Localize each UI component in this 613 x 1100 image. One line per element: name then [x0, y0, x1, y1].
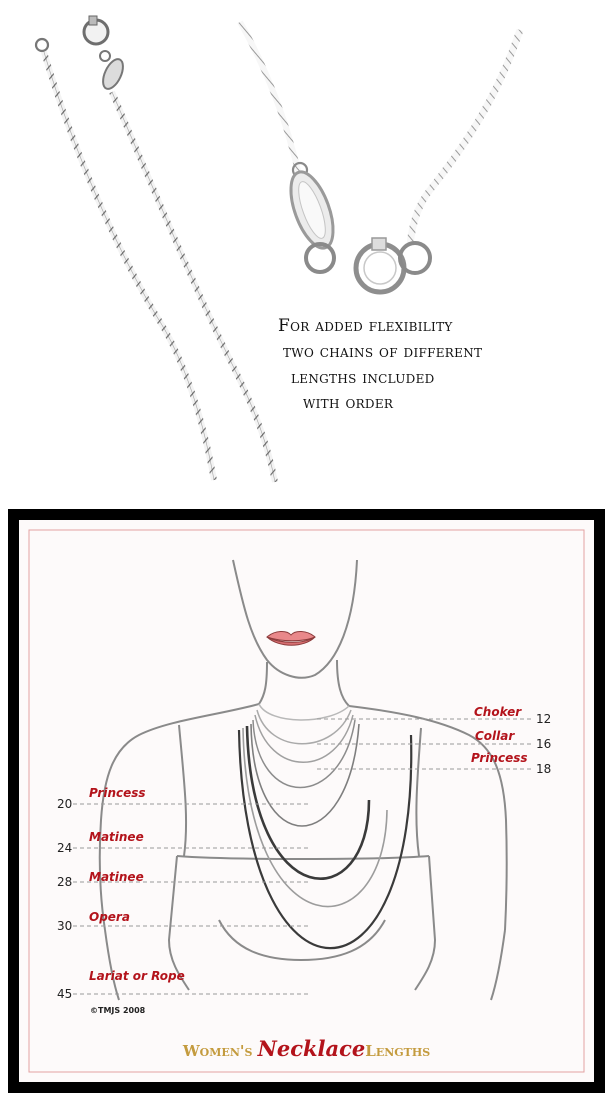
necklace-princess18-curve	[255, 715, 353, 762]
length-30: 30	[57, 919, 73, 933]
necklace-opera-curve	[243, 728, 387, 907]
note-line: two chains of different	[283, 342, 483, 362]
label-lariat-or-rope: Lariat or Rope	[89, 969, 185, 983]
necklace-choker-curve	[259, 704, 349, 720]
guide-lines	[73, 719, 531, 994]
label-choker: Choker	[474, 705, 522, 719]
guide-title	[19, 1036, 594, 1061]
necklace-length-guide	[8, 509, 605, 1093]
figure-outline	[100, 560, 507, 1000]
length-24: 24	[57, 841, 73, 855]
left-end-ring	[36, 39, 48, 51]
label-princess-18: Princess	[471, 751, 528, 765]
label-opera: Opera	[89, 910, 130, 924]
length-20: 20	[57, 797, 73, 811]
title-suffix: Lengths	[365, 1042, 431, 1060]
guide-panel	[19, 520, 594, 1082]
length-45: 45	[57, 987, 73, 1001]
closeup-chain-right	[410, 30, 520, 245]
right-chain-strand	[112, 92, 275, 482]
lips-icon	[267, 631, 315, 645]
chain-illustration	[0, 0, 613, 495]
length-18: 18	[536, 762, 552, 776]
label-matinee-28: Matinee	[89, 870, 144, 884]
label-princess-20: Princess	[89, 786, 146, 800]
closeup-spring-ring	[356, 244, 404, 292]
label-collar: Collar	[475, 729, 515, 743]
chain-product-section	[0, 0, 613, 495]
necklace-curves	[239, 704, 411, 948]
necklace-matinee28-curve	[247, 726, 369, 879]
copyright-text: ©TMJS 2008	[90, 1006, 146, 1015]
guide-border	[29, 530, 584, 1072]
note-line: lengths included	[291, 368, 435, 388]
label-matinee-24: Matinee	[89, 830, 144, 844]
note-line: For added flexibility	[278, 316, 453, 336]
closeup-chain-left	[240, 22, 300, 178]
length-28: 28	[57, 875, 73, 889]
title-prefix: Women's	[182, 1042, 258, 1060]
length-16: 16	[536, 737, 552, 751]
note-line: with order	[303, 393, 394, 413]
length-12: 12	[536, 712, 552, 726]
guide-illustration	[19, 520, 594, 1082]
necklace-lariat-curve	[239, 730, 411, 948]
title-main: Necklace	[257, 1036, 366, 1061]
